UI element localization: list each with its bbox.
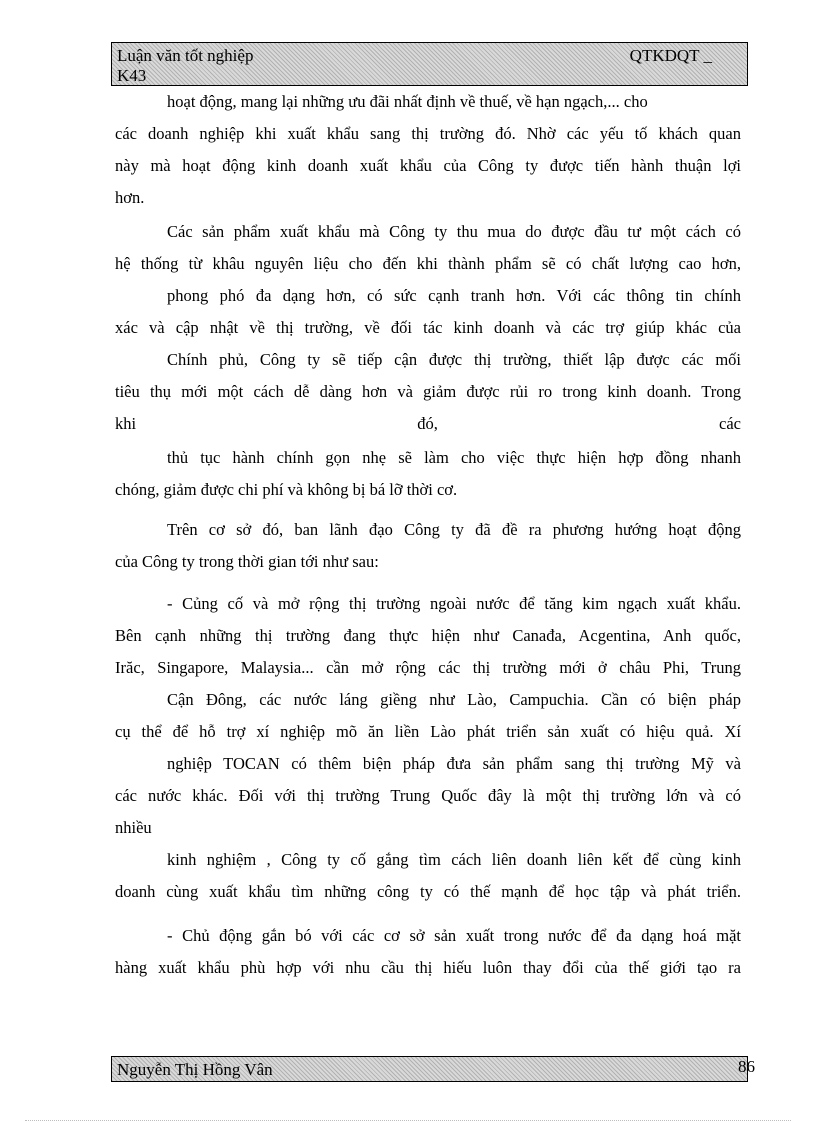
page-header	[111, 42, 748, 86]
text-line: doanh cùng xuất khẩu tìm những công ty có thế mạnh để học tập và phát triển.	[115, 882, 741, 901]
text-line: tiêu thụ mới một cách dễ dàng hơn và giảm được rủi ro trong kinh doanh. Trong	[115, 382, 741, 401]
text-line: hàng xuất khẩu phù hợp với nhu cầu thị hiếu luôn thay đổi của thế giới tạo ra	[115, 958, 741, 977]
text-line: nghiệp TOCAN có thêm biện pháp đưa sản phẩm sang thị trường Mỹ và	[167, 754, 741, 773]
text-line: thủ tục hành chính gọn nhẹ sẽ làm cho việc thực hiện hợp đồng nhanh	[167, 448, 741, 467]
text-line: Các sản phẩm xuất khẩu mà Công ty thu mua do được đầu tư một cách có	[167, 222, 741, 241]
text-line: cụ thể để hỗ trợ xí nghiệp mõ ăn liền Lào phát triển sản xuất có hiệu quả. Xí	[115, 722, 741, 741]
text-line: nhiều	[115, 818, 152, 837]
header-title: Luận văn tốt nghiệp	[117, 46, 254, 65]
text-line: Chính phủ, Công ty sẽ tiếp cận được thị trường, thiết lập được các mối	[167, 350, 741, 369]
text-line: này mà hoạt động kinh doanh xuất khẩu của Công ty được tiến hành thuận lợi	[115, 156, 741, 175]
text-line: Irăc, Singapore, Malaysia... cần mở rộng các thị trường mới ở châu Phi, Trung	[115, 658, 741, 677]
text-line: các nước khác. Đối với thị trường Trung Quốc đây là một thị trường lớn và có	[115, 786, 741, 805]
text-line: Bên cạnh những thị trường đang thực hiện như Canađa, Acgentina, Anh quốc,	[115, 626, 741, 645]
page-footer	[111, 1056, 748, 1082]
text-line: chóng, giảm được chi phí và không bị bá lỡ thời cơ.	[115, 480, 458, 499]
footer-author: Nguyễn Thị Hồng Vân	[117, 1060, 273, 1079]
text-line: khi đó, các	[115, 414, 741, 433]
text-line: Trên cơ sở đó, ban lãnh đạo Công ty đã đề ra phương hướng hoạt động	[167, 520, 741, 539]
text-line: hơn.	[115, 188, 145, 207]
text-line: phong phó đa dạng hơn, có sức cạnh tranh hơn. Với các thông tin chính	[167, 286, 741, 305]
text-line: hoạt động, mang lại những ưu đãi nhất định về thuế, về hạn ngạch,... cho	[167, 92, 648, 111]
text-line: - Chủ động gắn bó với các cơ sở sản xuất trong nước để đa dạng hoá mặt	[167, 926, 741, 945]
text-line: xác và cập nhật về thị trường, về đối tác kinh doanh và các trợ giúp khác của	[115, 318, 741, 337]
header-course-code: QTKDQT _	[629, 46, 712, 65]
page-number: 86	[738, 1057, 755, 1076]
text-line: hệ thống từ khâu nguyên liệu cho đến khi thành phẩm sẽ có chất lượng cao hơn,	[115, 254, 741, 273]
text-line: của Công ty trong thời gian tới như sau:	[115, 552, 379, 571]
text-line: - Củng cố và mở rộng thị trường ngoài nước để tăng kim ngạch xuất khẩu.	[167, 594, 741, 613]
text-line: Cận Đông, các nước láng giềng như Lào, Campuchia. Cần có biện pháp	[167, 690, 741, 709]
text-line: các doanh nghiệp khi xuất khẩu sang thị trường đó. Nhờ các yếu tố khách quan	[115, 124, 741, 143]
text-line: kinh nghiệm , Công ty cố gắng tìm cách liên doanh liên kết để cùng kinh	[167, 850, 741, 869]
header-course-code-cont: K43	[117, 66, 147, 85]
page-bottom-divider	[25, 1120, 791, 1122]
